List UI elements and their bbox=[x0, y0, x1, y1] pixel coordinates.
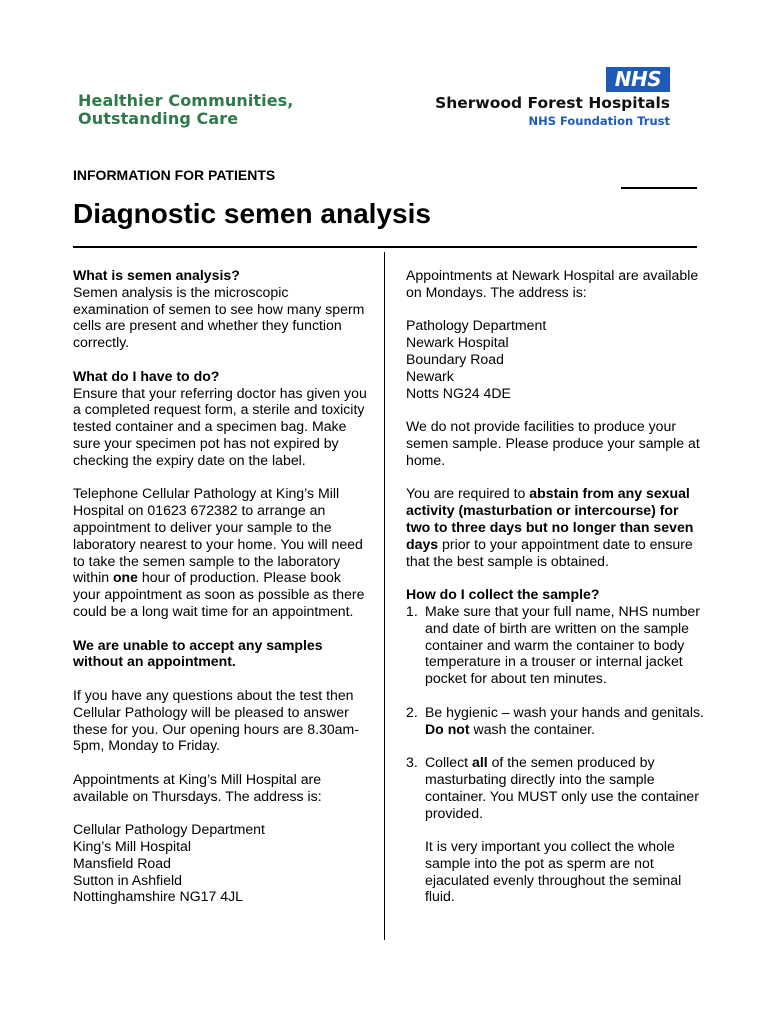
nhs-logo: NHS bbox=[614, 67, 662, 91]
paragraph-newark: Appointments at Newark Hospital are available on Mondays. The address is: bbox=[406, 267, 699, 300]
trust-subtitle: NHS Foundation Trust bbox=[528, 114, 670, 128]
step-text: Make sure that your full name, NHS number and date of birth are written on the sample container and warm the container to body temperature in a trouser or internal jacket pocket for about ten minutes. bbox=[425, 602, 700, 687]
paragraph-what-is: Semen analysis is the microscopic examination of semen to see how many sperm cells are present and whether they function correctly. bbox=[73, 283, 365, 351]
title-rule bbox=[73, 246, 697, 248]
step-text: of the semen produced by masturbating directly into the sample container. You MUST only use the container provided. bbox=[425, 754, 699, 821]
abstain-text-a: You are required to bbox=[406, 485, 530, 502]
telephone-text-c: hour of production. Please book your appointment as soon as possible as there could be a long wait time for an appointment. bbox=[73, 569, 365, 619]
section-what-to-do bbox=[73, 368, 367, 469]
abstain-text-bold: abstain from any sexual activity (masturbation or intercourse) for two to three days but no longer than seven days bbox=[406, 485, 694, 552]
address-kings-mill bbox=[73, 821, 367, 905]
paragraph-telephone bbox=[73, 485, 367, 619]
trust-tagline bbox=[78, 92, 294, 128]
address-line: Cellular Pathology Department bbox=[73, 821, 265, 838]
abstain-text-c: prior to your appointment date to ensure that the best sample is obtained. bbox=[406, 535, 693, 569]
heading-collect: How do I collect the sample? bbox=[406, 586, 600, 603]
list-item bbox=[406, 704, 706, 738]
paragraph-questions: If you have any questions about the test then Cellular Pathology will be pleased to answer these for you. Our opening hours are 8.30am-5pm, Monday to Friday. bbox=[73, 686, 359, 754]
step-text: Be hygienic – wash your hands and genitals. bbox=[425, 703, 704, 720]
address-line: King’s Mill Hospital bbox=[73, 838, 192, 855]
step-number: 1. bbox=[406, 602, 418, 619]
column-divider bbox=[384, 252, 385, 940]
step-number: 3. bbox=[406, 754, 418, 771]
address-line: Nottinghamshire NG17 4JL bbox=[73, 888, 243, 905]
page-title: Diagnostic semen analysis bbox=[73, 198, 431, 229]
list-item bbox=[406, 754, 706, 905]
heading-what-is: What is semen analysis? bbox=[73, 267, 240, 283]
step-text: Collect bbox=[425, 754, 472, 771]
left-column bbox=[73, 267, 367, 922]
tagline-line-2: Outstanding Care bbox=[78, 109, 239, 128]
tagline-line-1: Healthier Communities, bbox=[78, 91, 294, 110]
step-paragraph bbox=[425, 754, 706, 821]
step-text-bold: Do not bbox=[425, 720, 470, 737]
step-text-bold: all bbox=[472, 754, 488, 771]
heading-what-to-do: What do I have to do? bbox=[73, 367, 220, 384]
header-rule bbox=[621, 187, 697, 189]
address-newark bbox=[406, 317, 706, 401]
telephone-text-a: Telephone Cellular Pathology at King’s Mill Hospital on 01623 672382 to arrange an appointment to deliver your sample to the laboratory nearest to your home. You will need to take the semen sample to the laboratory within bbox=[73, 485, 363, 586]
address-line: Notts NG24 4DE bbox=[406, 384, 511, 401]
address-line: Pathology Department bbox=[406, 317, 547, 334]
document-kicker: INFORMATION FOR PATIENTS bbox=[73, 167, 276, 183]
address-line: Mansfield Road bbox=[73, 854, 171, 871]
trust-name: Sherwood Forest Hospitals bbox=[435, 94, 670, 112]
section-what-is bbox=[73, 267, 367, 351]
paragraph-abstain bbox=[406, 485, 706, 569]
step-text: wash the container. bbox=[469, 720, 595, 737]
step-number: 2. bbox=[406, 703, 418, 720]
list-item bbox=[406, 603, 706, 687]
notice-no-appointment: We are unable to accept any samples without an appointment. bbox=[73, 636, 323, 670]
paragraph-kings-mill: Appointments at King’s Mill Hospital are available on Thursdays. The address is: bbox=[73, 770, 322, 804]
telephone-text-bold: one bbox=[112, 569, 139, 586]
paragraph-no-facilities: We do not provide facilities to produce your semen sample. Please produce your sample at home. bbox=[406, 418, 700, 468]
collection-steps bbox=[406, 603, 706, 905]
right-column bbox=[406, 267, 706, 922]
address-line: Sutton in Ashfield bbox=[73, 871, 182, 888]
paragraph-what-to-do: Ensure that your referring doctor has given you a completed request form, a sterile and toxicity tested container and a specimen bag. Make sure your specimen pot has not expired by checking the expiry date on the label. bbox=[73, 384, 367, 468]
address-line: Boundary Road bbox=[406, 350, 504, 367]
step-note: It is very important you collect the whole sample into the pot as sperm are not ejaculated evenly throughout the seminal fluid. bbox=[425, 838, 682, 905]
address-line: Newark Hospital bbox=[406, 334, 509, 351]
address-line: Newark bbox=[406, 367, 454, 384]
